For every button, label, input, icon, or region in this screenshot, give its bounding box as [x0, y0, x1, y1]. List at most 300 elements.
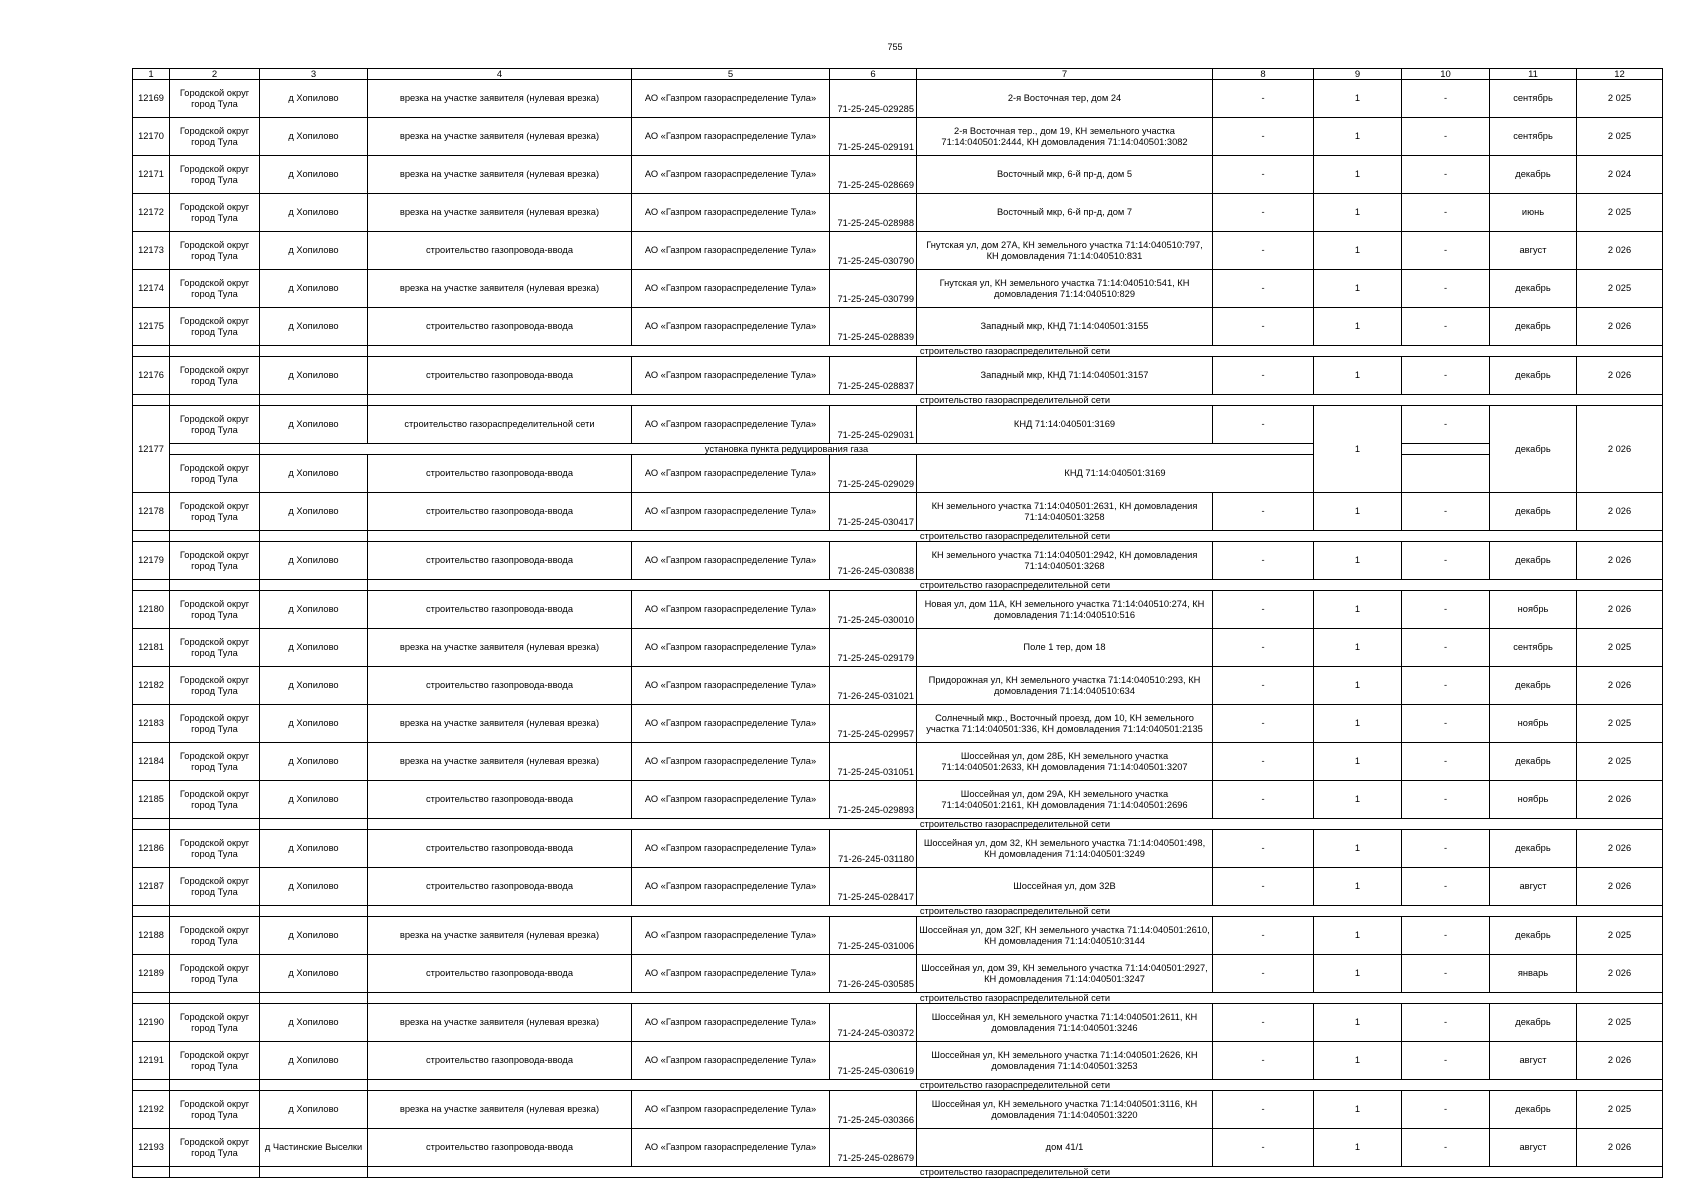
- organization-cell: АО «Газпром газораспределение Тула»: [632, 955, 830, 993]
- empty-cell: [170, 1080, 260, 1091]
- address-cell: Шоссейная ул, КН земельного участка 71:14:040501:2611, КН домовладения 71:14:040501:3246: [917, 1004, 1213, 1042]
- locality-cell: д Хопилово: [260, 705, 368, 743]
- district-cell: Городской округ город Тула: [170, 194, 260, 232]
- subwork-row: [133, 531, 1663, 542]
- col10-cell: -: [1402, 743, 1490, 781]
- locality-cell: д Хопилово: [260, 232, 368, 270]
- table-row: [133, 357, 1663, 395]
- application-code-cell: 71-25-245-028839: [830, 308, 917, 346]
- organization-cell: АО «Газпром газораспределение Тула»: [632, 308, 830, 346]
- organization-cell: АО «Газпром газораспределение Тула»: [632, 1042, 830, 1080]
- col9-cell: 1: [1314, 232, 1402, 270]
- row-number-cell: 12177: [133, 406, 170, 493]
- year-cell: 2 025: [1577, 194, 1663, 232]
- application-code-cell: 71-25-245-030417: [830, 493, 917, 531]
- col8-cell: -: [1213, 868, 1314, 906]
- table-row: [133, 1042, 1663, 1080]
- col9-cell: 1: [1314, 308, 1402, 346]
- organization-cell: АО «Газпром газораспределение Тула»: [632, 118, 830, 156]
- year-cell: 2 025: [1577, 917, 1663, 955]
- year-cell: 2 026: [1577, 830, 1663, 868]
- address-cell: Восточный мкр, 6-й пр-д, дом 5: [917, 156, 1213, 194]
- month-cell: ноябрь: [1490, 781, 1577, 819]
- col8-cell: -: [1213, 955, 1314, 993]
- col10-cell: -: [1402, 156, 1490, 194]
- col8-cell: -: [1213, 80, 1314, 118]
- locality-cell: д Хопилово: [260, 1091, 368, 1129]
- table-row: [133, 270, 1663, 308]
- col9-cell: 1: [1314, 917, 1402, 955]
- organization-cell: АО «Газпром газораспределение Тула»: [632, 591, 830, 629]
- year-cell: 2 026: [1577, 1129, 1663, 1167]
- locality-cell: д Хопилово: [260, 194, 368, 232]
- header-cell: 7: [917, 69, 1213, 80]
- row-number-cell: 12188: [133, 917, 170, 955]
- empty-cell: [260, 1167, 368, 1178]
- application-code-cell: 71-25-245-030010: [830, 591, 917, 629]
- year-cell: 2 026: [1577, 868, 1663, 906]
- application-code-cell: 71-25-245-028837: [830, 357, 917, 395]
- empty-cell: [170, 580, 260, 591]
- subwork-row: [133, 346, 1663, 357]
- empty-cell: [170, 346, 260, 357]
- address-cell: Западный мкр, КНД 71:14:040501:3155: [917, 308, 1213, 346]
- empty-cell: [170, 395, 260, 406]
- work-type-cell: врезка на участке заявителя (нулевая врезка): [368, 156, 632, 194]
- application-code-cell: 71-25-245-028669: [830, 156, 917, 194]
- col9-cell: 1: [1314, 705, 1402, 743]
- subwork-cell: строительство газораспределительной сети: [368, 993, 1663, 1004]
- organization-cell: АО «Газпром газораспределение Тула»: [632, 667, 830, 705]
- col9-cell: 1: [1314, 357, 1402, 395]
- col9-cell: 1: [1314, 270, 1402, 308]
- empty-cell: [170, 531, 260, 542]
- application-code-cell: 71-26-245-031021: [830, 667, 917, 705]
- locality-cell: д Хопилово: [260, 955, 368, 993]
- subwork-cell: строительство газораспределительной сети: [368, 1080, 1663, 1091]
- col8-cell: -: [1213, 667, 1314, 705]
- col8-cell: -: [1213, 232, 1314, 270]
- month-cell: декабрь: [1490, 156, 1577, 194]
- district-cell: Городской округ город Тула: [170, 270, 260, 308]
- empty-cell: [260, 531, 368, 542]
- district-cell: Городской округ город Тула: [170, 455, 260, 493]
- row-number-cell: 12186: [133, 830, 170, 868]
- empty-cell: [1402, 455, 1490, 493]
- row-number-cell: 12183: [133, 705, 170, 743]
- col8-cell: -: [1213, 1004, 1314, 1042]
- empty-cell: [133, 580, 170, 591]
- table-row: [133, 830, 1663, 868]
- month-cell: декабрь: [1490, 542, 1577, 580]
- district-cell: Городской округ город Тула: [170, 955, 260, 993]
- col9-cell: 1: [1314, 667, 1402, 705]
- work-type-cell: врезка на участке заявителя (нулевая врезка): [368, 194, 632, 232]
- month-cell: декабрь: [1490, 493, 1577, 531]
- organization-cell: АО «Газпром газораспределение Тула»: [632, 156, 830, 194]
- district-cell: Городской округ город Тула: [170, 629, 260, 667]
- work-type-cell: строительство газопровода-ввода: [368, 542, 632, 580]
- work-type-cell: строительство газопровода-ввода: [368, 781, 632, 819]
- month-cell: декабрь: [1490, 406, 1577, 493]
- year-cell: 2 026: [1577, 667, 1663, 705]
- year-cell: 2 024: [1577, 156, 1663, 194]
- work-type-cell: строительство газопровода-ввода: [368, 1129, 632, 1167]
- month-cell: декабрь: [1490, 357, 1577, 395]
- locality-cell: д Хопилово: [260, 781, 368, 819]
- empty-cell: [260, 906, 368, 917]
- year-cell: 2 025: [1577, 1004, 1663, 1042]
- subwork-cell: строительство газораспределительной сети: [368, 531, 1663, 542]
- application-code-cell: 71-25-245-029029: [830, 455, 917, 493]
- row-number-cell: 12175: [133, 308, 170, 346]
- organization-cell: АО «Газпром газораспределение Тула»: [632, 455, 830, 493]
- organization-cell: АО «Газпром газораспределение Тула»: [632, 743, 830, 781]
- col10-cell: -: [1402, 542, 1490, 580]
- organization-cell: АО «Газпром газораспределение Тула»: [632, 194, 830, 232]
- year-cell: 2 025: [1577, 1091, 1663, 1129]
- col10-cell: -: [1402, 868, 1490, 906]
- year-cell: 2 025: [1577, 705, 1663, 743]
- district-cell: Городской округ город Тула: [170, 118, 260, 156]
- address-cell: КН земельного участка 71:14:040501:2631, КН домовладения 71:14:040501:3258: [917, 493, 1213, 531]
- col8-cell: -: [1213, 781, 1314, 819]
- organization-cell: АО «Газпром газораспределение Тула»: [632, 406, 830, 444]
- month-cell: август: [1490, 868, 1577, 906]
- application-code-cell: 71-25-245-029031: [830, 406, 917, 444]
- address-cell: Поле 1 тер, дом 18: [917, 629, 1213, 667]
- district-cell: Городской округ город Тула: [170, 917, 260, 955]
- col9-cell: 1: [1314, 118, 1402, 156]
- col10-cell: -: [1402, 1004, 1490, 1042]
- address-cell: Шоссейная ул, дом 29А, КН земельного участка 71:14:040501:2161, КН домовладения 71:14:040501:2696: [917, 781, 1213, 819]
- work-type-cell: строительство газопровода-ввода: [368, 308, 632, 346]
- address-cell: Солнечный мкр., Восточный проезд, дом 10, КН земельного участка 71:14:040501:336, КН домовладения 71:14:040501:2135: [917, 705, 1213, 743]
- col10-cell: -: [1402, 781, 1490, 819]
- locality-cell: д Хопилово: [260, 743, 368, 781]
- application-code-cell: 71-25-245-030366: [830, 1091, 917, 1129]
- organization-cell: АО «Газпром газораспределение Тула»: [632, 705, 830, 743]
- col10-cell: -: [1402, 232, 1490, 270]
- col9-cell: 1: [1314, 743, 1402, 781]
- subwork-cell: строительство газораспределительной сети: [368, 1167, 1663, 1178]
- application-code-cell: 71-25-245-029285: [830, 80, 917, 118]
- month-cell: декабрь: [1490, 270, 1577, 308]
- year-cell: 2 026: [1577, 542, 1663, 580]
- empty-cell: [1402, 444, 1490, 455]
- header-cell: 4: [368, 69, 632, 80]
- table-row: [133, 1129, 1663, 1167]
- col10-cell: -: [1402, 357, 1490, 395]
- col10-cell: -: [1402, 493, 1490, 531]
- year-cell: 2 025: [1577, 629, 1663, 667]
- subwork-row: [133, 580, 1663, 591]
- empty-cell: [133, 531, 170, 542]
- month-cell: сентябрь: [1490, 80, 1577, 118]
- header-cell: 12: [1577, 69, 1663, 80]
- locality-cell: д Хопилово: [260, 1004, 368, 1042]
- row-number-cell: 12181: [133, 629, 170, 667]
- district-cell: Городской округ город Тула: [170, 156, 260, 194]
- col10-cell: -: [1402, 667, 1490, 705]
- empty-cell: [170, 906, 260, 917]
- col8-cell: -: [1213, 705, 1314, 743]
- row-number-cell: 12173: [133, 232, 170, 270]
- locality-cell: д Хопилово: [260, 868, 368, 906]
- col8-cell: -: [1213, 542, 1314, 580]
- table-row: [133, 629, 1663, 667]
- col9-cell: 1: [1314, 1004, 1402, 1042]
- address-cell: Новая ул, дом 11А, КН земельного участка 71:14:040510:274, КН домовладения 71:14:040510:516: [917, 591, 1213, 629]
- table-row: [133, 118, 1663, 156]
- locality-cell: д Хопилово: [260, 308, 368, 346]
- organization-cell: АО «Газпром газораспределение Тула»: [632, 80, 830, 118]
- work-type-cell: строительство газопровода-ввода: [368, 830, 632, 868]
- year-cell: 2 026: [1577, 493, 1663, 531]
- subwork-row: [133, 993, 1663, 1004]
- year-cell: 2 026: [1577, 232, 1663, 270]
- header-cell: 6: [830, 69, 917, 80]
- month-cell: ноябрь: [1490, 591, 1577, 629]
- subwork-row: [133, 395, 1663, 406]
- row-number-cell: 12185: [133, 781, 170, 819]
- district-cell: Городской округ город Тула: [170, 1004, 260, 1042]
- row-number-cell: 12170: [133, 118, 170, 156]
- organization-cell: АО «Газпром газораспределение Тула»: [632, 1004, 830, 1042]
- col8-cell: -: [1213, 493, 1314, 531]
- year-cell: 2 025: [1577, 118, 1663, 156]
- locality-cell: д Хопилово: [260, 455, 368, 493]
- col10-cell: -: [1402, 406, 1490, 444]
- work-type-cell: строительство газопровода-ввода: [368, 591, 632, 629]
- col9-cell: 1: [1314, 591, 1402, 629]
- row-number-cell: 12171: [133, 156, 170, 194]
- table-row: [133, 455, 1663, 493]
- work-type-cell: строительство газопровода-ввода: [368, 232, 632, 270]
- locality-cell: д Хопилово: [260, 406, 368, 444]
- address-cell: Придорожная ул, КН земельного участка 71:14:040510:293, КН домовладения 71:14:040510:634: [917, 667, 1213, 705]
- work-type-cell: врезка на участке заявителя (нулевая врезка): [368, 629, 632, 667]
- address-cell: Западный мкр, КНД 71:14:040501:3157: [917, 357, 1213, 395]
- application-code-cell: 71-25-245-028679: [830, 1129, 917, 1167]
- header-cell: 1: [133, 69, 170, 80]
- table-row: [133, 868, 1663, 906]
- page-number: 755: [887, 42, 903, 52]
- organization-cell: АО «Газпром газораспределение Тула»: [632, 1091, 830, 1129]
- organization-cell: АО «Газпром газораспределение Тула»: [632, 232, 830, 270]
- organization-cell: АО «Газпром газораспределение Тула»: [632, 270, 830, 308]
- district-cell: Городской округ город Тула: [170, 591, 260, 629]
- empty-cell: [133, 1080, 170, 1091]
- row-number-cell: 12180: [133, 591, 170, 629]
- locality-cell: д Хопилово: [260, 830, 368, 868]
- col8-cell: -: [1213, 357, 1314, 395]
- organization-cell: АО «Газпром газораспределение Тула»: [632, 917, 830, 955]
- locality-cell: д Хопилово: [260, 591, 368, 629]
- organization-cell: АО «Газпром газораспределение Тула»: [632, 781, 830, 819]
- table-row: [133, 308, 1663, 346]
- empty-cell: [260, 1080, 368, 1091]
- locality-cell: д Хопилово: [260, 80, 368, 118]
- organization-cell: АО «Газпром газораспределение Тула»: [632, 542, 830, 580]
- header-cell: 11: [1490, 69, 1577, 80]
- col10-cell: -: [1402, 1129, 1490, 1167]
- work-type-cell: строительство газопровода-ввода: [368, 955, 632, 993]
- col9-cell: 1: [1314, 194, 1402, 232]
- application-code-cell: 71-25-245-028988: [830, 194, 917, 232]
- col10-cell: -: [1402, 955, 1490, 993]
- month-cell: январь: [1490, 955, 1577, 993]
- organization-cell: АО «Газпром газораспределение Тула»: [632, 868, 830, 906]
- row-number-cell: 12172: [133, 194, 170, 232]
- col9-cell: 1: [1314, 1129, 1402, 1167]
- organization-cell: АО «Газпром газораспределение Тула»: [632, 830, 830, 868]
- work-type-cell: врезка на участке заявителя (нулевая врезка): [368, 743, 632, 781]
- month-cell: декабрь: [1490, 743, 1577, 781]
- district-cell: Городской округ город Тула: [170, 308, 260, 346]
- col10-cell: -: [1402, 118, 1490, 156]
- district-cell: Городской округ город Тула: [170, 868, 260, 906]
- col8-cell: -: [1213, 830, 1314, 868]
- col10-cell: -: [1402, 1042, 1490, 1080]
- locality-cell: д Хопилово: [260, 156, 368, 194]
- district-cell: Городской округ город Тула: [170, 1042, 260, 1080]
- address-cell: 2-я Восточная тер, дом 24: [917, 80, 1213, 118]
- empty-cell: [170, 1167, 260, 1178]
- address-cell: Восточный мкр, 6-й пр-д, дом 7: [917, 194, 1213, 232]
- locality-cell: д Частинские Выселки: [260, 1129, 368, 1167]
- col8-cell: -: [1213, 591, 1314, 629]
- empty-cell: [133, 346, 170, 357]
- col9-cell: 1: [1314, 781, 1402, 819]
- row-number-cell: 12178: [133, 493, 170, 531]
- month-cell: июнь: [1490, 194, 1577, 232]
- header-cell: 9: [1314, 69, 1402, 80]
- month-cell: август: [1490, 1129, 1577, 1167]
- subwork-row: [133, 1167, 1663, 1178]
- locality-cell: д Хопилово: [260, 667, 368, 705]
- row-number-cell: 12190: [133, 1004, 170, 1042]
- col8-cell: -: [1213, 1042, 1314, 1080]
- month-cell: декабрь: [1490, 1091, 1577, 1129]
- col9-cell: 1: [1314, 1042, 1402, 1080]
- address-cell: Гнутская ул, КН земельного участка 71:14:040510:541, КН домовладения 71:14:040510:829: [917, 270, 1213, 308]
- empty-cell: [170, 993, 260, 1004]
- locality-cell: д Хопилово: [260, 1042, 368, 1080]
- table-row: [133, 705, 1663, 743]
- year-cell: 2 025: [1577, 80, 1663, 118]
- organization-cell: АО «Газпром газораспределение Тула»: [632, 357, 830, 395]
- address-cell: Шоссейная ул, КН земельного участка 71:14:040501:3116, КН домовладения 71:14:040501:3220: [917, 1091, 1213, 1129]
- year-cell: 2 026: [1577, 406, 1663, 493]
- empty-cell: [260, 993, 368, 1004]
- address-cell: КНД 71:14:040501:3169: [917, 455, 1314, 493]
- month-cell: ноябрь: [1490, 705, 1577, 743]
- empty-cell: [133, 395, 170, 406]
- col8-cell: -: [1213, 1129, 1314, 1167]
- col9-cell: 1: [1314, 156, 1402, 194]
- year-cell: 2 026: [1577, 357, 1663, 395]
- col9-cell: 1: [1314, 80, 1402, 118]
- district-cell: Городской округ город Тула: [170, 667, 260, 705]
- work-type-cell: врезка на участке заявителя (нулевая врезка): [368, 917, 632, 955]
- table-row: [133, 1091, 1663, 1129]
- district-cell: Городской округ город Тула: [170, 406, 260, 444]
- register-table: [132, 68, 1663, 1178]
- month-cell: декабрь: [1490, 667, 1577, 705]
- row-number-cell: 12184: [133, 743, 170, 781]
- empty-cell: [260, 580, 368, 591]
- table-row: [133, 955, 1663, 993]
- work-type-cell: врезка на участке заявителя (нулевая врезка): [368, 80, 632, 118]
- work-type-cell: строительство газопровода-ввода: [368, 667, 632, 705]
- empty-cell: [170, 819, 260, 830]
- table-row: [133, 743, 1663, 781]
- table-body: [133, 69, 1663, 1178]
- locality-cell: д Хопилово: [260, 542, 368, 580]
- row-number-cell: 12187: [133, 868, 170, 906]
- col9-cell: 1: [1314, 868, 1402, 906]
- address-cell: КНД 71:14:040501:3169: [917, 406, 1213, 444]
- empty-cell: [133, 906, 170, 917]
- district-cell: Городской округ город Тула: [170, 781, 260, 819]
- year-cell: 2 025: [1577, 270, 1663, 308]
- district-cell: Городской округ город Тула: [170, 830, 260, 868]
- col9-cell: 1: [1314, 1091, 1402, 1129]
- subwork-cell: строительство газораспределительной сети: [368, 395, 1663, 406]
- col8-cell: -: [1213, 406, 1314, 444]
- address-cell: Шоссейная ул, дом 32В: [917, 868, 1213, 906]
- col9-cell: 1: [1314, 406, 1402, 493]
- table-row: [133, 232, 1663, 270]
- table-row: [133, 917, 1663, 955]
- empty-cell: [133, 819, 170, 830]
- application-code-cell: 71-25-245-030619: [830, 1042, 917, 1080]
- locality-cell: д Хопилово: [260, 629, 368, 667]
- header-cell: 2: [170, 69, 260, 80]
- empty-cell: [260, 819, 368, 830]
- table-row: [133, 156, 1663, 194]
- col10-cell: -: [1402, 194, 1490, 232]
- col9-cell: 1: [1314, 955, 1402, 993]
- locality-cell: д Хопилово: [260, 118, 368, 156]
- application-code-cell: 71-26-245-031180: [830, 830, 917, 868]
- header-cell: 10: [1402, 69, 1490, 80]
- application-code-cell: 71-25-245-029893: [830, 781, 917, 819]
- month-cell: декабрь: [1490, 308, 1577, 346]
- col8-cell: -: [1213, 743, 1314, 781]
- table-row: [133, 406, 1663, 444]
- month-cell: сентябрь: [1490, 118, 1577, 156]
- work-type-cell: врезка на участке заявителя (нулевая врезка): [368, 705, 632, 743]
- col10-cell: -: [1402, 1091, 1490, 1129]
- district-cell: Городской округ город Тула: [170, 705, 260, 743]
- application-code-cell: 71-24-245-030372: [830, 1004, 917, 1042]
- col8-cell: -: [1213, 1091, 1314, 1129]
- application-code-cell: 71-25-245-030799: [830, 270, 917, 308]
- table-row: [133, 591, 1663, 629]
- col8-cell: -: [1213, 917, 1314, 955]
- year-cell: 2 026: [1577, 781, 1663, 819]
- table-row: [133, 542, 1663, 580]
- application-code-cell: 71-25-245-029179: [830, 629, 917, 667]
- organization-cell: АО «Газпром газораспределение Тула»: [632, 1129, 830, 1167]
- row-number-cell: 12191: [133, 1042, 170, 1080]
- month-cell: август: [1490, 1042, 1577, 1080]
- district-cell: Городской округ город Тула: [170, 542, 260, 580]
- year-cell: 2 026: [1577, 308, 1663, 346]
- row-number-cell: 12179: [133, 542, 170, 580]
